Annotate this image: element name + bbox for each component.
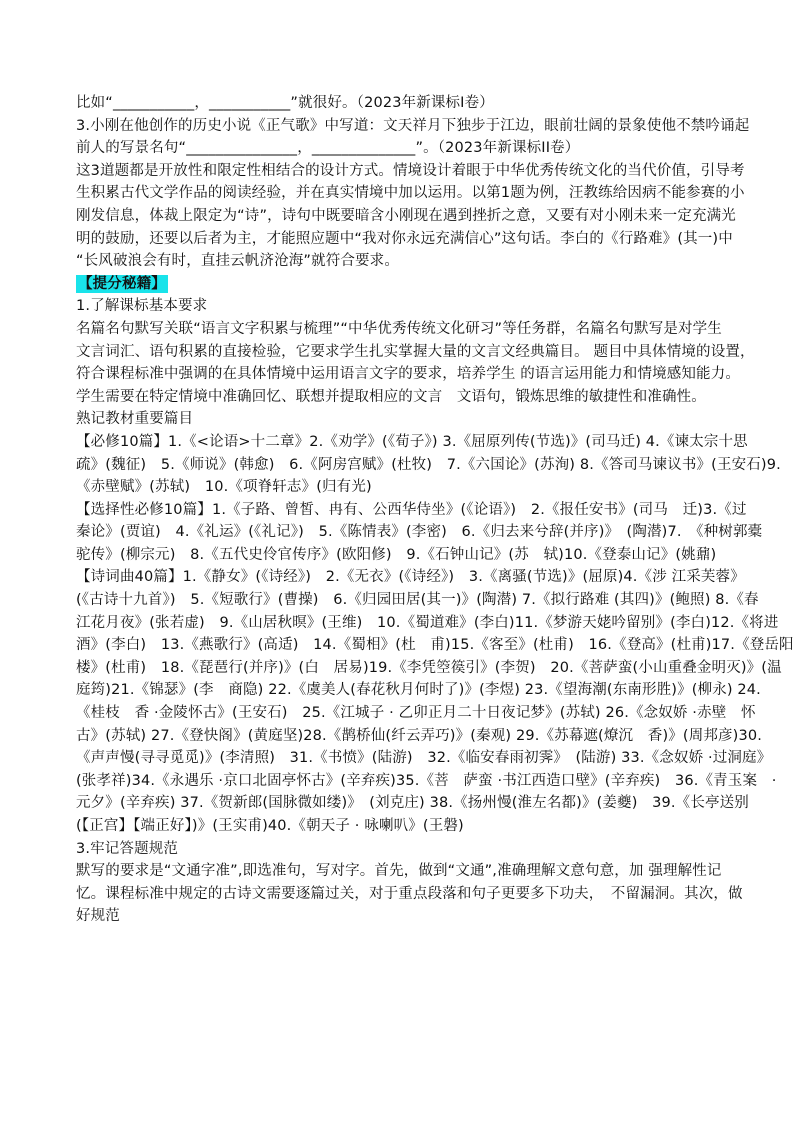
subheading: 熟记教材重要篇目 xyxy=(76,411,194,428)
text-line: (【正宫】【端正好】)》(王实甫)40.《朝天子 · 咏喇叭》(王磐) xyxy=(76,818,464,834)
highlighted-heading: 【提分秘籍】 xyxy=(78,275,166,292)
text-line: 名篇名句默写关联“语言文字积累与梳理”“中华优秀传统文化研习”等任务群，名篇名句默写是对学生 xyxy=(76,320,722,337)
text-line: 明的鼓励，还要以后者为主，才能照应题中“我对你永远充满信心”这句话。李白的《行路难》(其一)中 xyxy=(76,230,733,247)
text-line: 【选择性必修10篇】1.《子路、曾皙、冉有、公西华侍坐》(《论语》) 2.《报任安书》(司马 迁)3.《过 xyxy=(76,501,747,518)
text-line: 【诗词曲40篇】1.《静女》(《诗经》) 2.《无衣》(《诗经》) 3.《离骚(节选)》(屈原)4.《涉 江采芙蓉》 xyxy=(76,569,745,586)
text-line: 这3道题都是开放性和限定性相结合的设计方式。情境设计着眼于中华优秀传统文化的当代价值，引导考 xyxy=(76,162,745,179)
subheading: 1.了解课标基本要求 xyxy=(76,298,208,315)
section-heading xyxy=(76,273,736,296)
text-line: 前人的写景名句“_______________，______________”。（2023年新课标II卷） xyxy=(76,140,580,157)
text-line: 学生需要在特定情境中准确回忆、联想并提取相应的文言 文语句，锻炼思维的敏捷性和准确性。 xyxy=(76,388,706,405)
text-line: “长风破浪会有时，直挂云帆济沧海”就符合要求。 xyxy=(76,253,399,270)
text-line: 江花月夜》(张若虚) 9.《山居秋暝》(王维) 10.《蜀道难》(李白)11.《梦游天姥吟留别》(李白)12.《将进 xyxy=(76,614,779,631)
text-line: 《声声慢(寻寻觅觅)》(李清照) 31.《书愤》(陆游) 32.《临安春雨初霁》 (陆游) 33.《念奴娇 ·过洞庭》 xyxy=(76,750,772,767)
text-line: 默写的要求是“文通字准”,即选准句，写对字。首先，做到“文通”,准确理解文意句意，加 强理解性记 xyxy=(76,863,722,880)
text-line: (张孝祥)34.《永遇乐 ·京口北固亭怀古》(辛弃疾)35.《菩 萨蛮 ·书江西造口壁》(辛弃疾) 36.《青玉案 · xyxy=(76,772,777,789)
text-line: 酒》(李白) 13.《燕歌行》(高适) 14.《蜀相》(杜 甫)15.《客至》(杜甫) 16.《登高》(杜甫)17.《登岳阳 xyxy=(76,637,794,654)
text-line: 【必修10篇】1.《<论语>十二章》2.《劝学》(《荀子》) 3.《屈原列传(节选)》(司马迁) 4.《谏太宗十思 xyxy=(76,433,748,450)
text-line: 疏》(魏征) 5.《师说》(韩愈) 6.《阿房宫赋》(杜牧) 7.《六国论》(苏洵) 8.《答司马谏议书》(王安石)9. xyxy=(76,456,781,473)
text-line: 忆。课程标准中规定的古诗文需要逐篇过关，对于重点段落和句子更要多下功夫， 不留漏洞。其次，做 xyxy=(76,885,743,902)
text-line: 庭筠)21.《锦瑟》(李 商隐) 22.《虞美人(春花秋月何时了)》(李煜) 23.《望海潮(东南形胜)》(柳永) 24. xyxy=(76,682,761,699)
text-line: 生积累古代文学作品的阅读经验，并在真实情境中加以运用。以第1题为例，汪教练给因病不能参赛的小 xyxy=(76,185,745,202)
text-line: 比如“___________，___________”就很好。（2023年新课标I卷） xyxy=(76,95,494,111)
text-line: 刚发信息，体裁上限定为“诗”，诗句中既要暗含小刚现在遇到挫折之意，又要有对小刚未来一定充满光 xyxy=(76,207,736,224)
text-line: 元夕》(辛弃疾) 37.《贺新郎(国脉微如缕)》 (刘克庄) 38.《扬州慢(淮左名都)》(姜夔) 39.《长亭送别 xyxy=(76,795,749,812)
text-line: 文言词汇、语句积累的直接检验，它要求学生扎实掌握大量的文言文经典篇目。 题目中具体情境的设置， xyxy=(76,343,755,360)
document-page xyxy=(76,92,794,928)
text-line: 古》(苏轼) 27.《登快阁》(黄庭坚)28.《鹊桥仙(纤云弄巧)》(秦观) 29.《苏幕遮(燎沉 香)》(周邦彦)30. xyxy=(76,727,762,744)
text-line: (《古诗十九首》) 5.《短歌行》(曹操) 6.《归园田居(其一)》(陶潜) 7.《拟行路难 (其四)》(鲍照) 8.《春 xyxy=(76,592,759,609)
text-line: 符合课程标准中强调的在具体情境中运用语言文字的要求，培养学生 的语言运用能力和情境感知能力。 xyxy=(76,366,741,383)
text-line: 3.小刚在他创作的历史小说《正气歌》中写道：文天祥月下独步于江边，眼前壮阔的景象使他不禁吟诵起 xyxy=(76,117,750,134)
text-line: 《桂枝 香 ·金陵怀古》(王安石) 25.《江城子 · 乙卯正月二十日夜记梦》(苏轼) 26.《念奴娇 ·赤壁 怀 xyxy=(76,705,756,722)
text-line: 《赤壁赋》(苏轼) 10.《项脊轩志》(归有光) xyxy=(76,479,372,496)
text-line: 驼传》(柳宗元) 8.《五代史伶官传序》(欧阳修) 9.《石钟山记》(苏 轼)10.《登泰山记》(姚鼐) xyxy=(76,546,717,563)
text-line: 好规范 xyxy=(76,908,120,925)
text-line: 秦论》(贾谊) 4.《礼运》(《礼记》) 5.《陈情表》(李密) 6.《归去来兮辞(并序)》 (陶潜)7. 《种树郭橐 xyxy=(76,524,763,541)
text-line: 楼》(杜甫) 18.《琵琶行(并序)》(白 居易)19.《李凭箜篌引》(李贺) 20.《菩萨蛮(小山重叠金明灭)》(温 xyxy=(76,659,782,676)
subheading: 3.牢记答题规范 xyxy=(76,840,179,857)
